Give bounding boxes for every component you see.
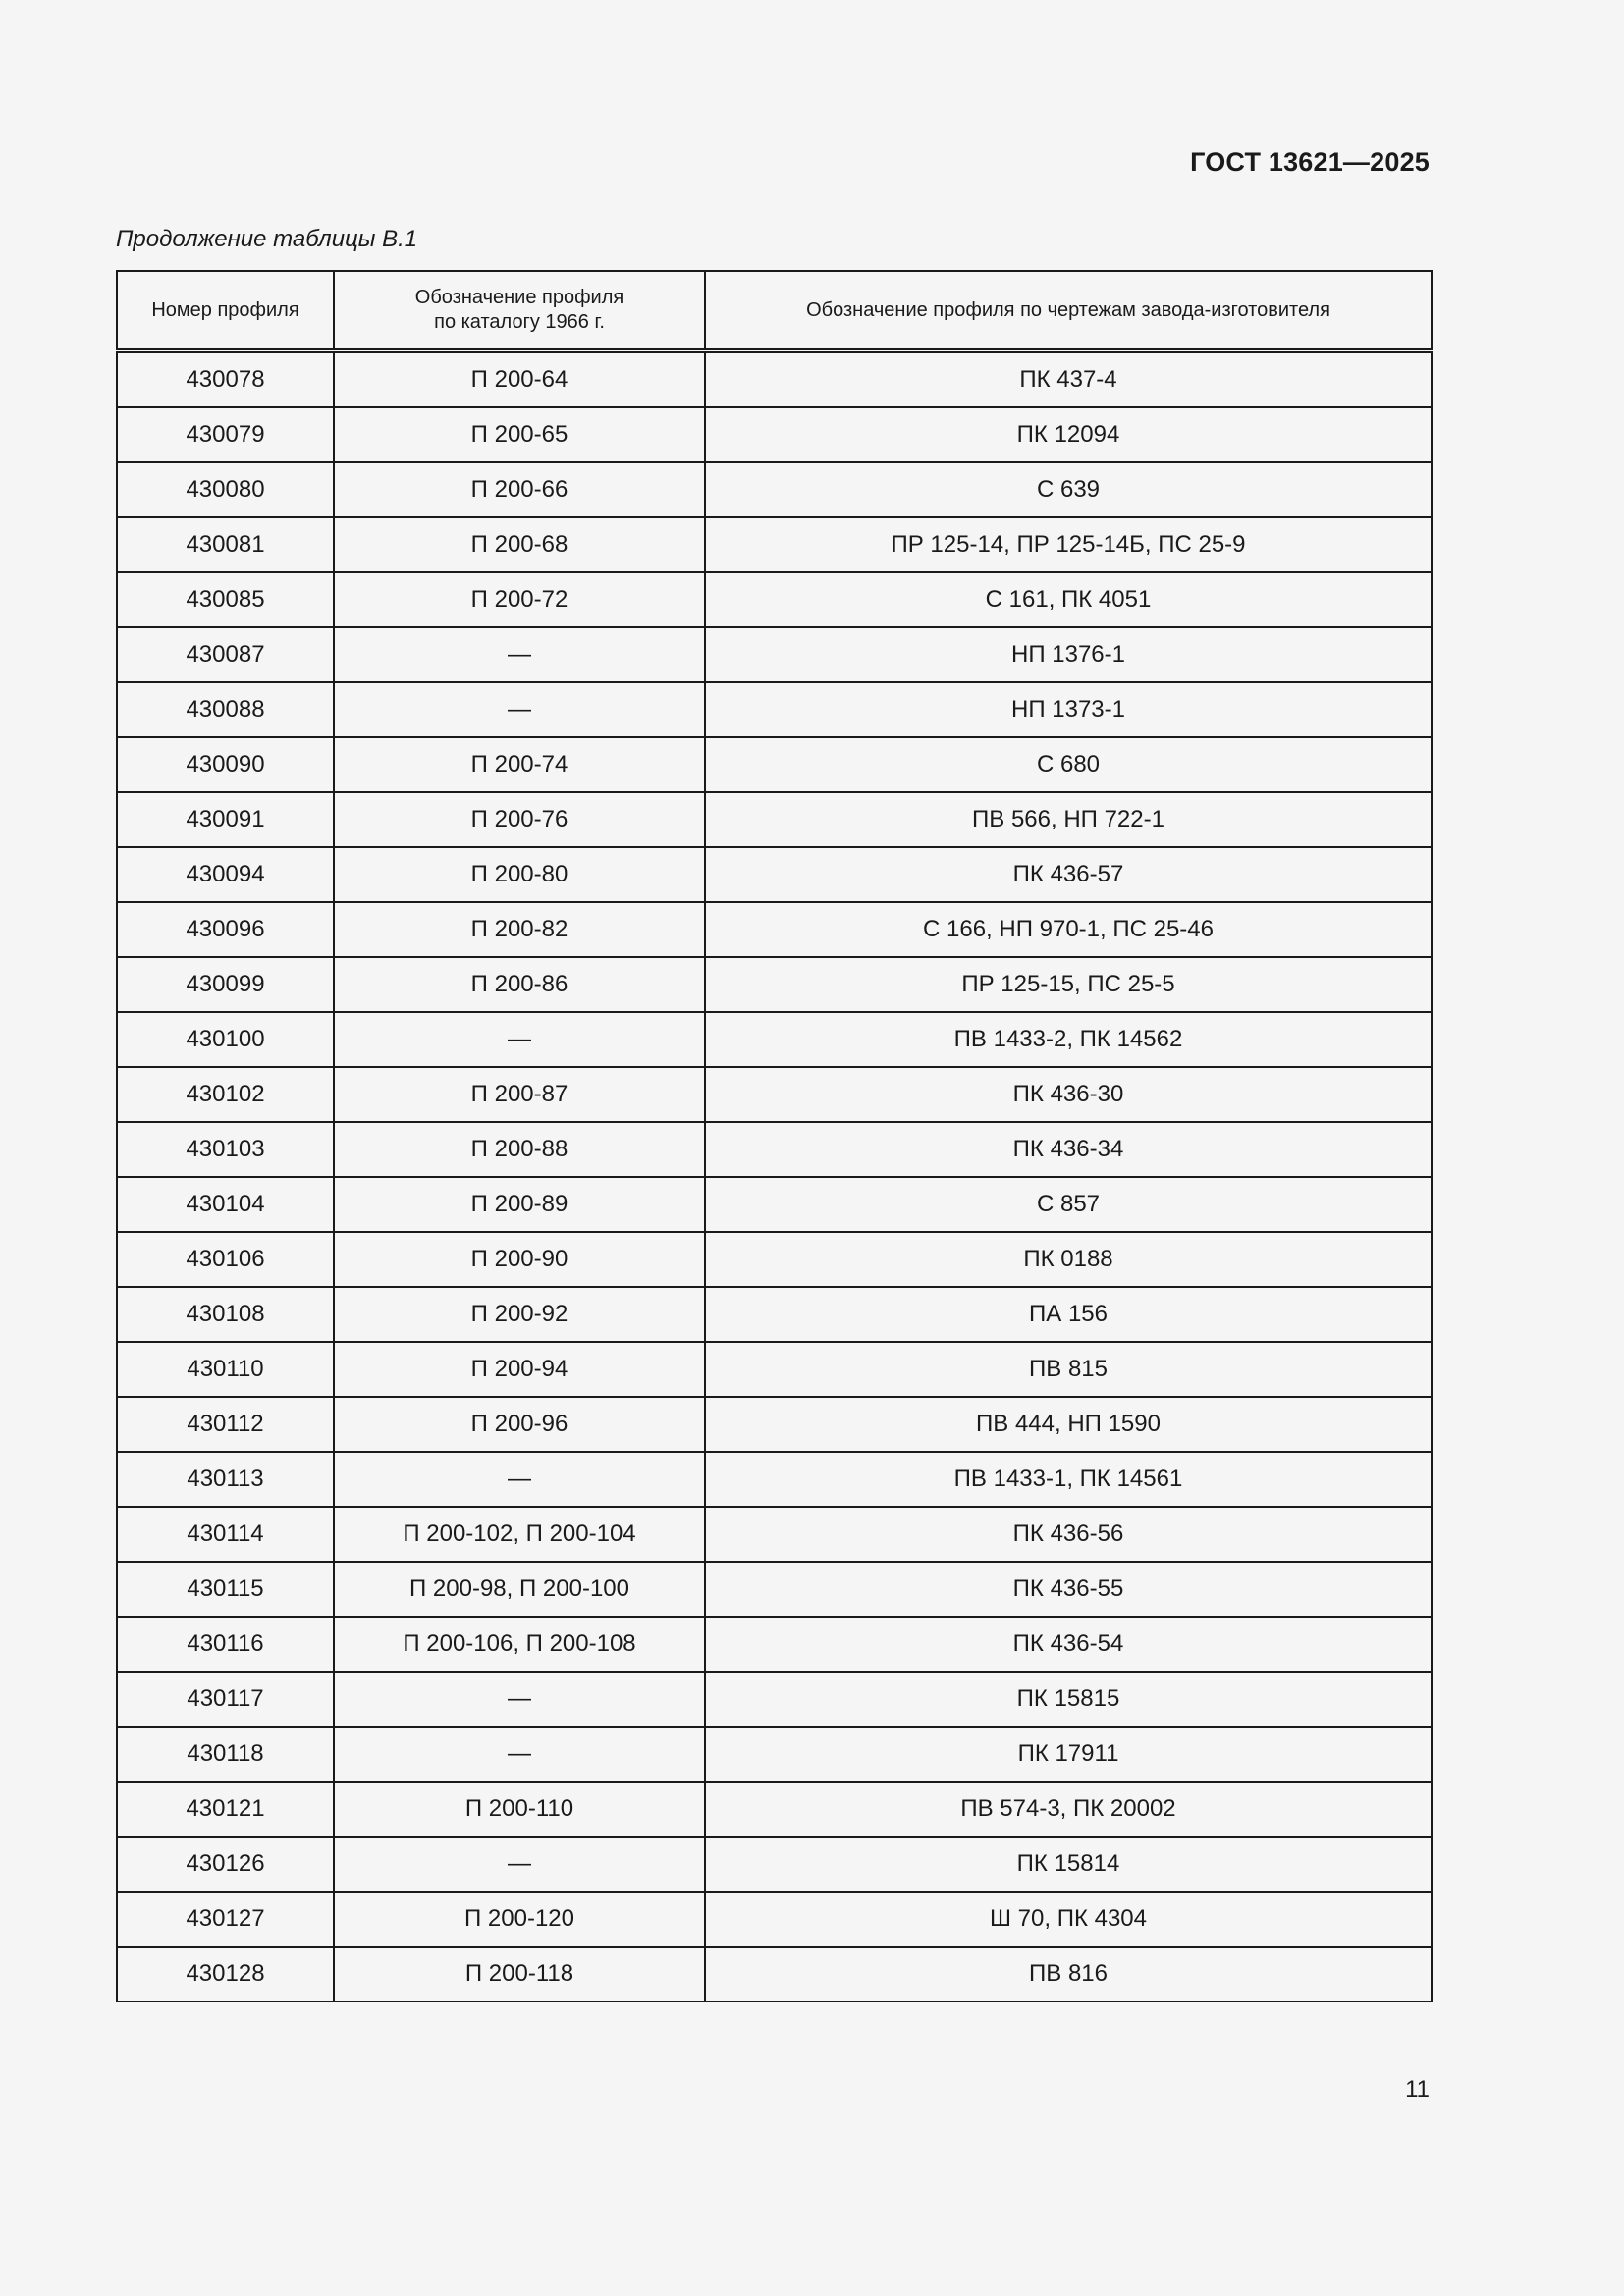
cell-profile-number: 430085 [117,572,334,627]
table-body [117,351,1432,2002]
cell-catalog-1966: — [334,1837,705,1892]
cell-catalog-1966: П 200-106, П 200-108 [334,1617,705,1672]
table-row [117,462,1432,517]
cell-profile-number: 430106 [117,1232,334,1287]
table-row [117,1617,1432,1672]
cell-catalog-1966: П 200-64 [334,351,705,408]
cell-factory-drawing: С 857 [705,1177,1432,1232]
table-row [117,1837,1432,1892]
cell-factory-drawing: ПК 436-55 [705,1562,1432,1617]
cell-catalog-1966: П 200-88 [334,1122,705,1177]
cell-catalog-1966: П 200-92 [334,1287,705,1342]
cell-factory-drawing: ПК 437-4 [705,351,1432,408]
cell-profile-number: 430087 [117,627,334,682]
table-row [117,1727,1432,1782]
cell-profile-number: 430108 [117,1287,334,1342]
cell-factory-drawing: ПК 436-34 [705,1122,1432,1177]
cell-profile-number: 430115 [117,1562,334,1617]
cell-profile-number: 430114 [117,1507,334,1562]
cell-catalog-1966: — [334,627,705,682]
table-row [117,572,1432,627]
cell-profile-number: 430078 [117,351,334,408]
table-row [117,1232,1432,1287]
cell-profile-number: 430103 [117,1122,334,1177]
column-header-profile-number: Номер профиля [117,271,334,351]
cell-profile-number: 430128 [117,1947,334,2002]
cell-profile-number: 430091 [117,792,334,847]
cell-profile-number: 430110 [117,1342,334,1397]
cell-factory-drawing: ПВ 815 [705,1342,1432,1397]
table-row [117,1782,1432,1837]
cell-catalog-1966: — [334,1672,705,1727]
cell-factory-drawing: ПК 0188 [705,1232,1432,1287]
cell-profile-number: 430112 [117,1397,334,1452]
cell-catalog-1966: П 200-80 [334,847,705,902]
cell-profile-number: 430081 [117,517,334,572]
cell-profile-number: 430099 [117,957,334,1012]
cell-catalog-1966: П 200-76 [334,792,705,847]
table-row [117,407,1432,462]
table-row [117,1067,1432,1122]
cell-factory-drawing: С 161, ПК 4051 [705,572,1432,627]
cell-catalog-1966: П 200-86 [334,957,705,1012]
page-number: 11 [1405,2076,1430,2103]
cell-profile-number: 430096 [117,902,334,957]
cell-catalog-1966: П 200-94 [334,1342,705,1397]
cell-factory-drawing: ПВ 1433-2, ПК 14562 [705,1012,1432,1067]
cell-catalog-1966: — [334,1452,705,1507]
cell-factory-drawing: ПК 15814 [705,1837,1432,1892]
cell-factory-drawing: ПР 125-15, ПС 25-5 [705,957,1432,1012]
cell-factory-drawing: Ш 70, ПК 4304 [705,1892,1432,1947]
table-row [117,1012,1432,1067]
cell-factory-drawing: ПА 156 [705,1287,1432,1342]
cell-profile-number: 430117 [117,1672,334,1727]
document-code: ГОСТ 13621—2025 [1190,147,1430,177]
cell-catalog-1966: П 200-66 [334,462,705,517]
cell-factory-drawing: ПК 436-30 [705,1067,1432,1122]
table-row [117,957,1432,1012]
cell-profile-number: 430080 [117,462,334,517]
cell-profile-number: 430104 [117,1177,334,1232]
table-row [117,1177,1432,1232]
cell-profile-number: 430126 [117,1837,334,1892]
cell-catalog-1966: П 200-68 [334,517,705,572]
cell-catalog-1966: П 200-90 [334,1232,705,1287]
cell-catalog-1966: П 200-118 [334,1947,705,2002]
cell-factory-drawing: ПК 436-57 [705,847,1432,902]
cell-factory-drawing: ПВ 1433-1, ПК 14561 [705,1452,1432,1507]
cell-profile-number: 430121 [117,1782,334,1837]
cell-factory-drawing: ПВ 574-3, ПК 20002 [705,1782,1432,1837]
profiles-table [116,270,1433,2002]
cell-factory-drawing: ПК 436-56 [705,1507,1432,1562]
table-row [117,902,1432,957]
cell-factory-drawing: ПВ 816 [705,1947,1432,2002]
table-row [117,517,1432,572]
cell-factory-drawing: ПК 12094 [705,407,1432,462]
cell-profile-number: 430088 [117,682,334,737]
cell-profile-number: 430090 [117,737,334,792]
cell-factory-drawing: НП 1373-1 [705,682,1432,737]
table-row [117,847,1432,902]
cell-profile-number: 430116 [117,1617,334,1672]
cell-profile-number: 430113 [117,1452,334,1507]
table-row [117,1672,1432,1727]
table-row [117,737,1432,792]
cell-catalog-1966: — [334,1012,705,1067]
cell-catalog-1966: П 200-110 [334,1782,705,1837]
table-row [117,351,1432,408]
cell-catalog-1966: П 200-120 [334,1892,705,1947]
cell-catalog-1966: П 200-72 [334,572,705,627]
table-row [117,1397,1432,1452]
column-header-factory-drawing: Обозначение профиля по чертежам завода-изготовителя [705,271,1432,351]
cell-factory-drawing: ПК 17911 [705,1727,1432,1782]
cell-catalog-1966: П 200-65 [334,407,705,462]
cell-factory-drawing: С 639 [705,462,1432,517]
table-row [117,1507,1432,1562]
table-header [117,271,1432,351]
cell-catalog-1966: П 200-96 [334,1397,705,1452]
cell-profile-number: 430100 [117,1012,334,1067]
table-row [117,1452,1432,1507]
cell-factory-drawing: ПВ 566, НП 722-1 [705,792,1432,847]
cell-factory-drawing: ПК 15815 [705,1672,1432,1727]
cell-catalog-1966: — [334,682,705,737]
header-row [117,271,1432,351]
cell-catalog-1966: П 200-89 [334,1177,705,1232]
cell-factory-drawing: С 680 [705,737,1432,792]
cell-catalog-1966: П 200-102, П 200-104 [334,1507,705,1562]
cell-profile-number: 430094 [117,847,334,902]
cell-factory-drawing: ПК 436-54 [705,1617,1432,1672]
table-row [117,682,1432,737]
table-row [117,792,1432,847]
cell-catalog-1966: — [334,1727,705,1782]
table-row [117,1947,1432,2002]
cell-factory-drawing: ПР 125-14, ПР 125-14Б, ПС 25-9 [705,517,1432,572]
table-row [117,1122,1432,1177]
cell-factory-drawing: С 166, НП 970-1, ПС 25-46 [705,902,1432,957]
cell-catalog-1966: П 200-74 [334,737,705,792]
cell-factory-drawing: ПВ 444, НП 1590 [705,1397,1432,1452]
cell-profile-number: 430127 [117,1892,334,1947]
cell-profile-number: 430079 [117,407,334,462]
cell-profile-number: 430118 [117,1727,334,1782]
table-row [117,627,1432,682]
cell-profile-number: 430102 [117,1067,334,1122]
table-caption: Продолжение таблицы В.1 [116,226,418,252]
table-row [117,1562,1432,1617]
table-row [117,1342,1432,1397]
table-row [117,1287,1432,1342]
cell-catalog-1966: П 200-82 [334,902,705,957]
cell-catalog-1966: П 200-98, П 200-100 [334,1562,705,1617]
column-header-catalog-1966: Обозначение профиля по каталогу 1966 г. [334,271,705,351]
cell-factory-drawing: НП 1376-1 [705,627,1432,682]
cell-catalog-1966: П 200-87 [334,1067,705,1122]
table-row [117,1892,1432,1947]
